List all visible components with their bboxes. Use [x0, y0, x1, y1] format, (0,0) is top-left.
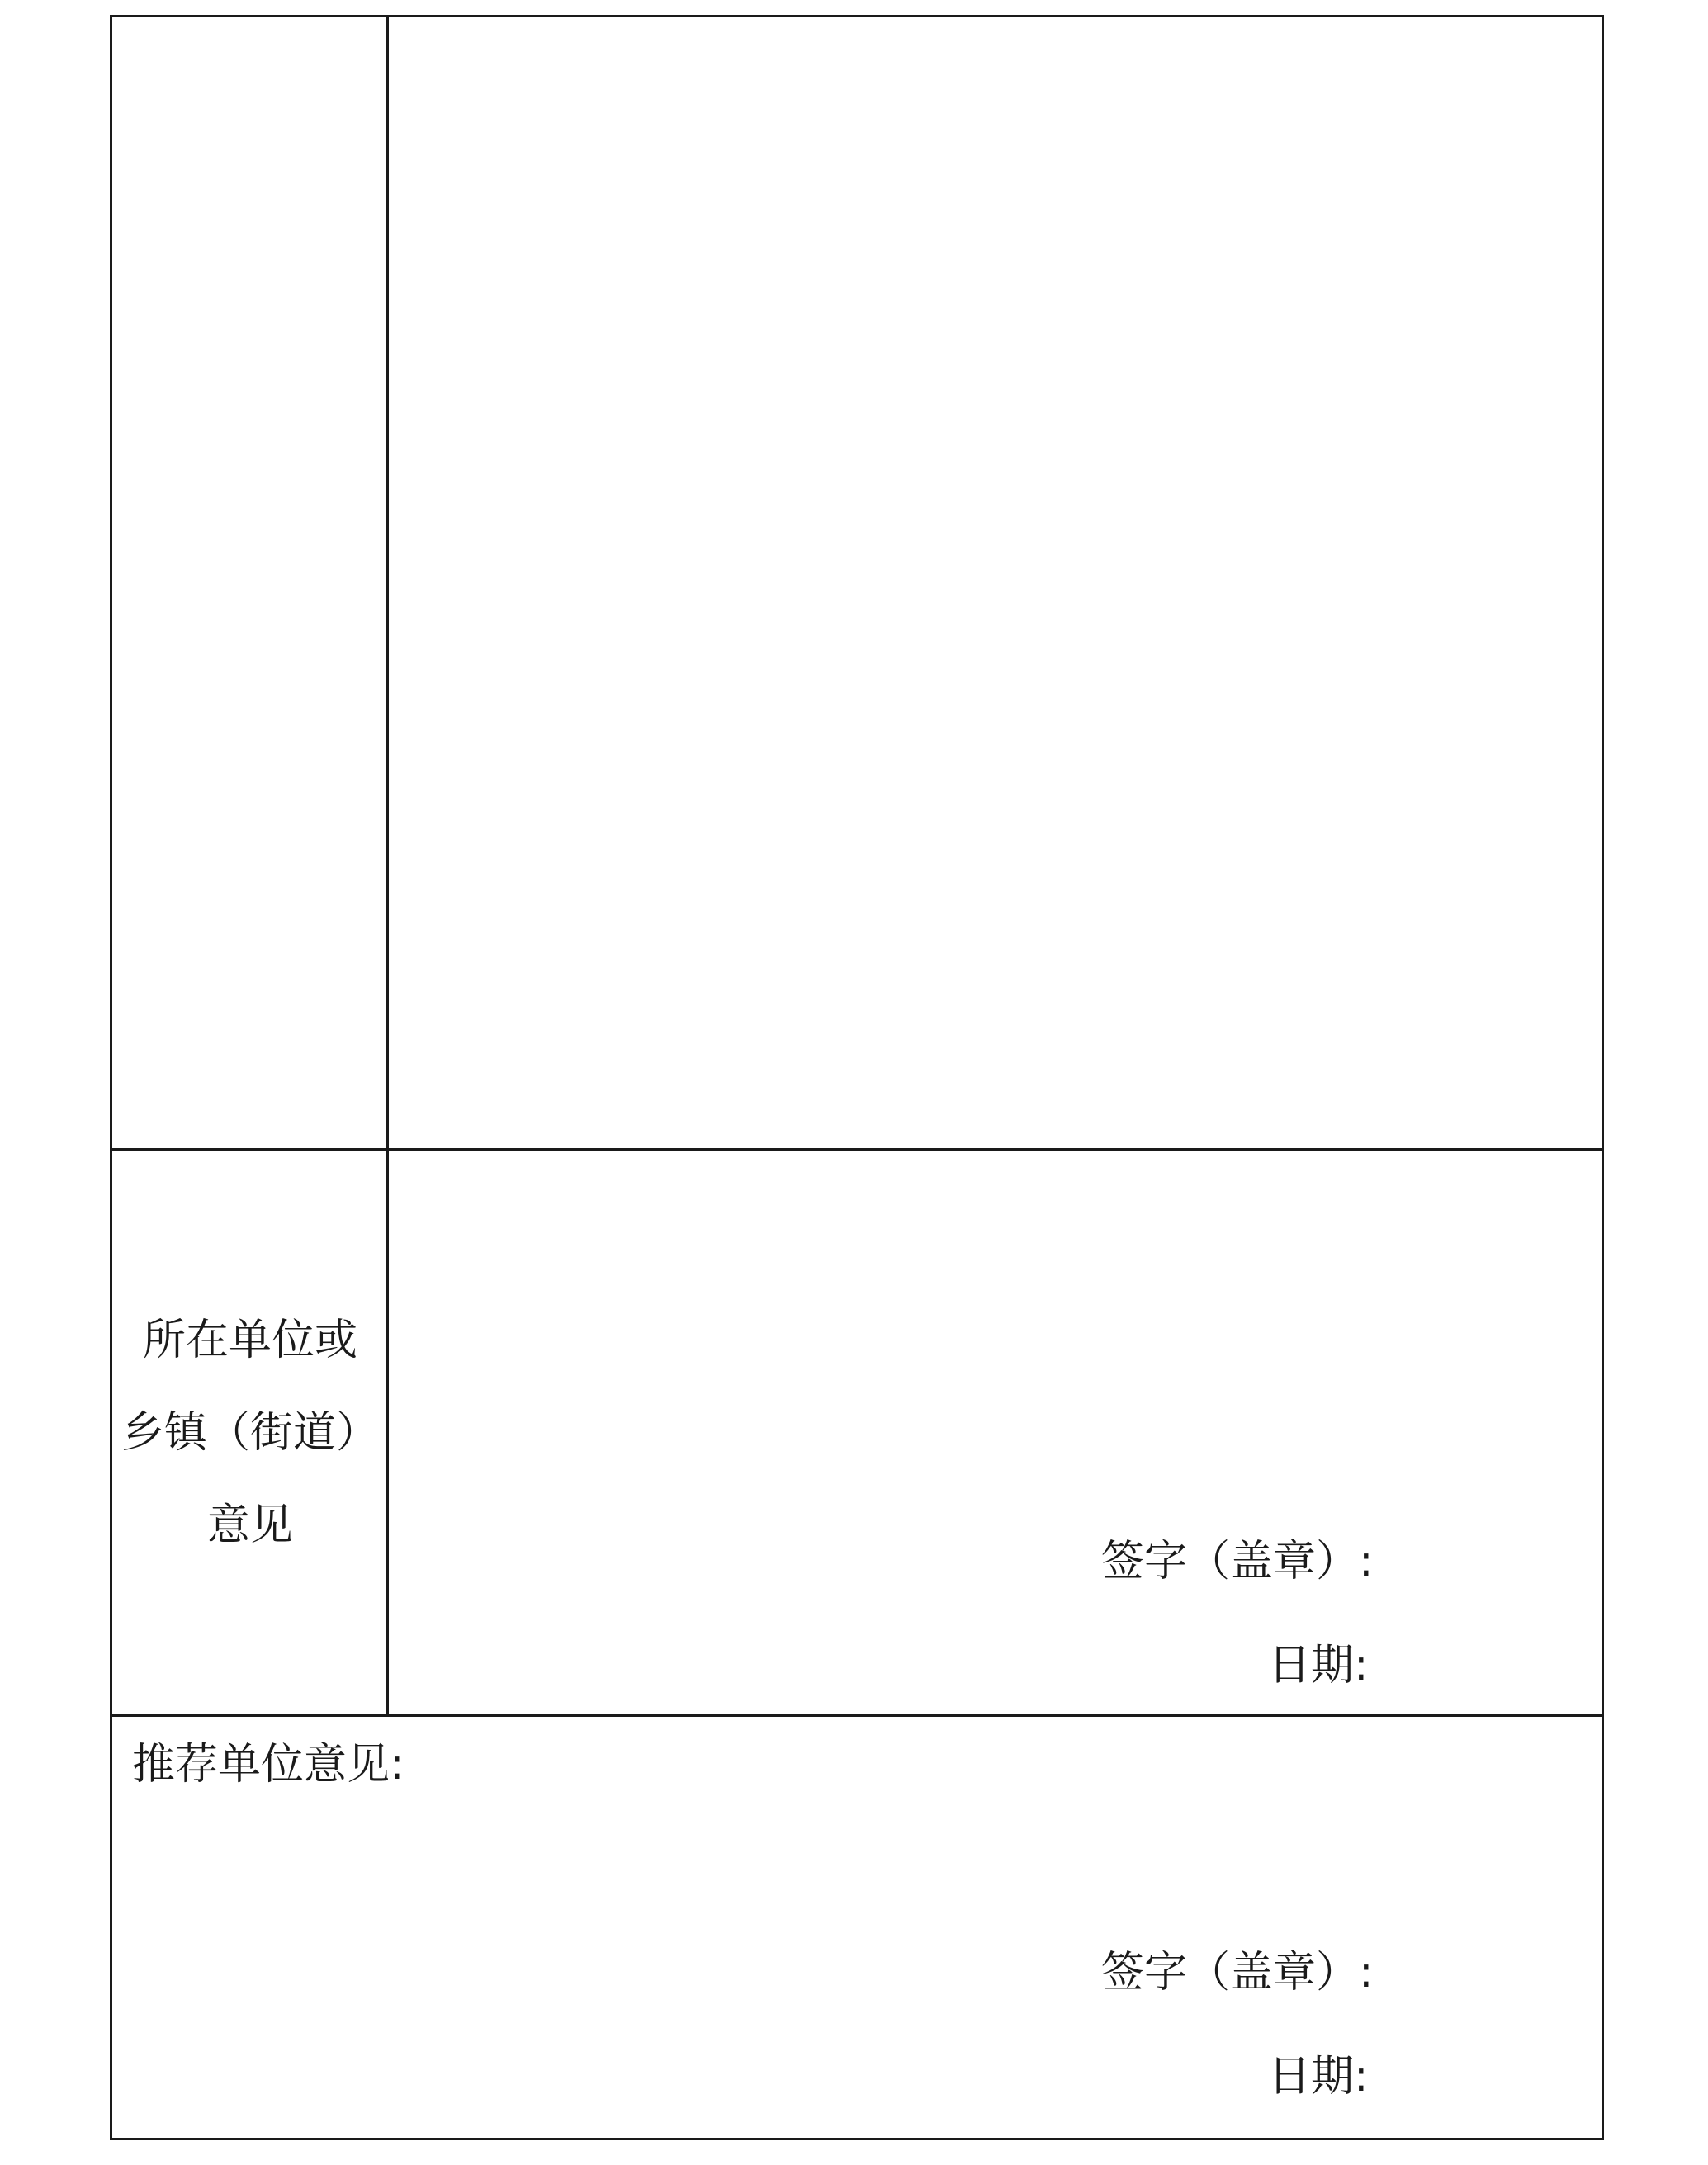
unit-opinion-content-cell[interactable] — [390, 1151, 1602, 1713]
recommending-unit-date-label: 日期: — [1268, 2052, 1369, 2101]
upper-content-cell[interactable] — [390, 17, 1602, 1147]
recommending-unit-signature-label: 签字（盖章）: — [1101, 1948, 1374, 1997]
unit-opinion-label — [112, 1151, 388, 1714]
upper-label-cell — [112, 17, 386, 1147]
unit-opinion-label-line-3: 意见 — [206, 1500, 293, 1550]
row-divider-bottom — [110, 1714, 1604, 1717]
unit-opinion-signature-label: 签字（盖章）: — [1101, 1537, 1374, 1586]
unit-opinion-date-label: 日期: — [1268, 1641, 1369, 1690]
unit-opinion-label-line-1: 所在单位或 — [142, 1315, 357, 1365]
unit-opinion-label-line-2: 乡镇（街道） — [121, 1407, 379, 1458]
recommending-unit-title: 推荐单位意见: — [132, 1740, 405, 1789]
